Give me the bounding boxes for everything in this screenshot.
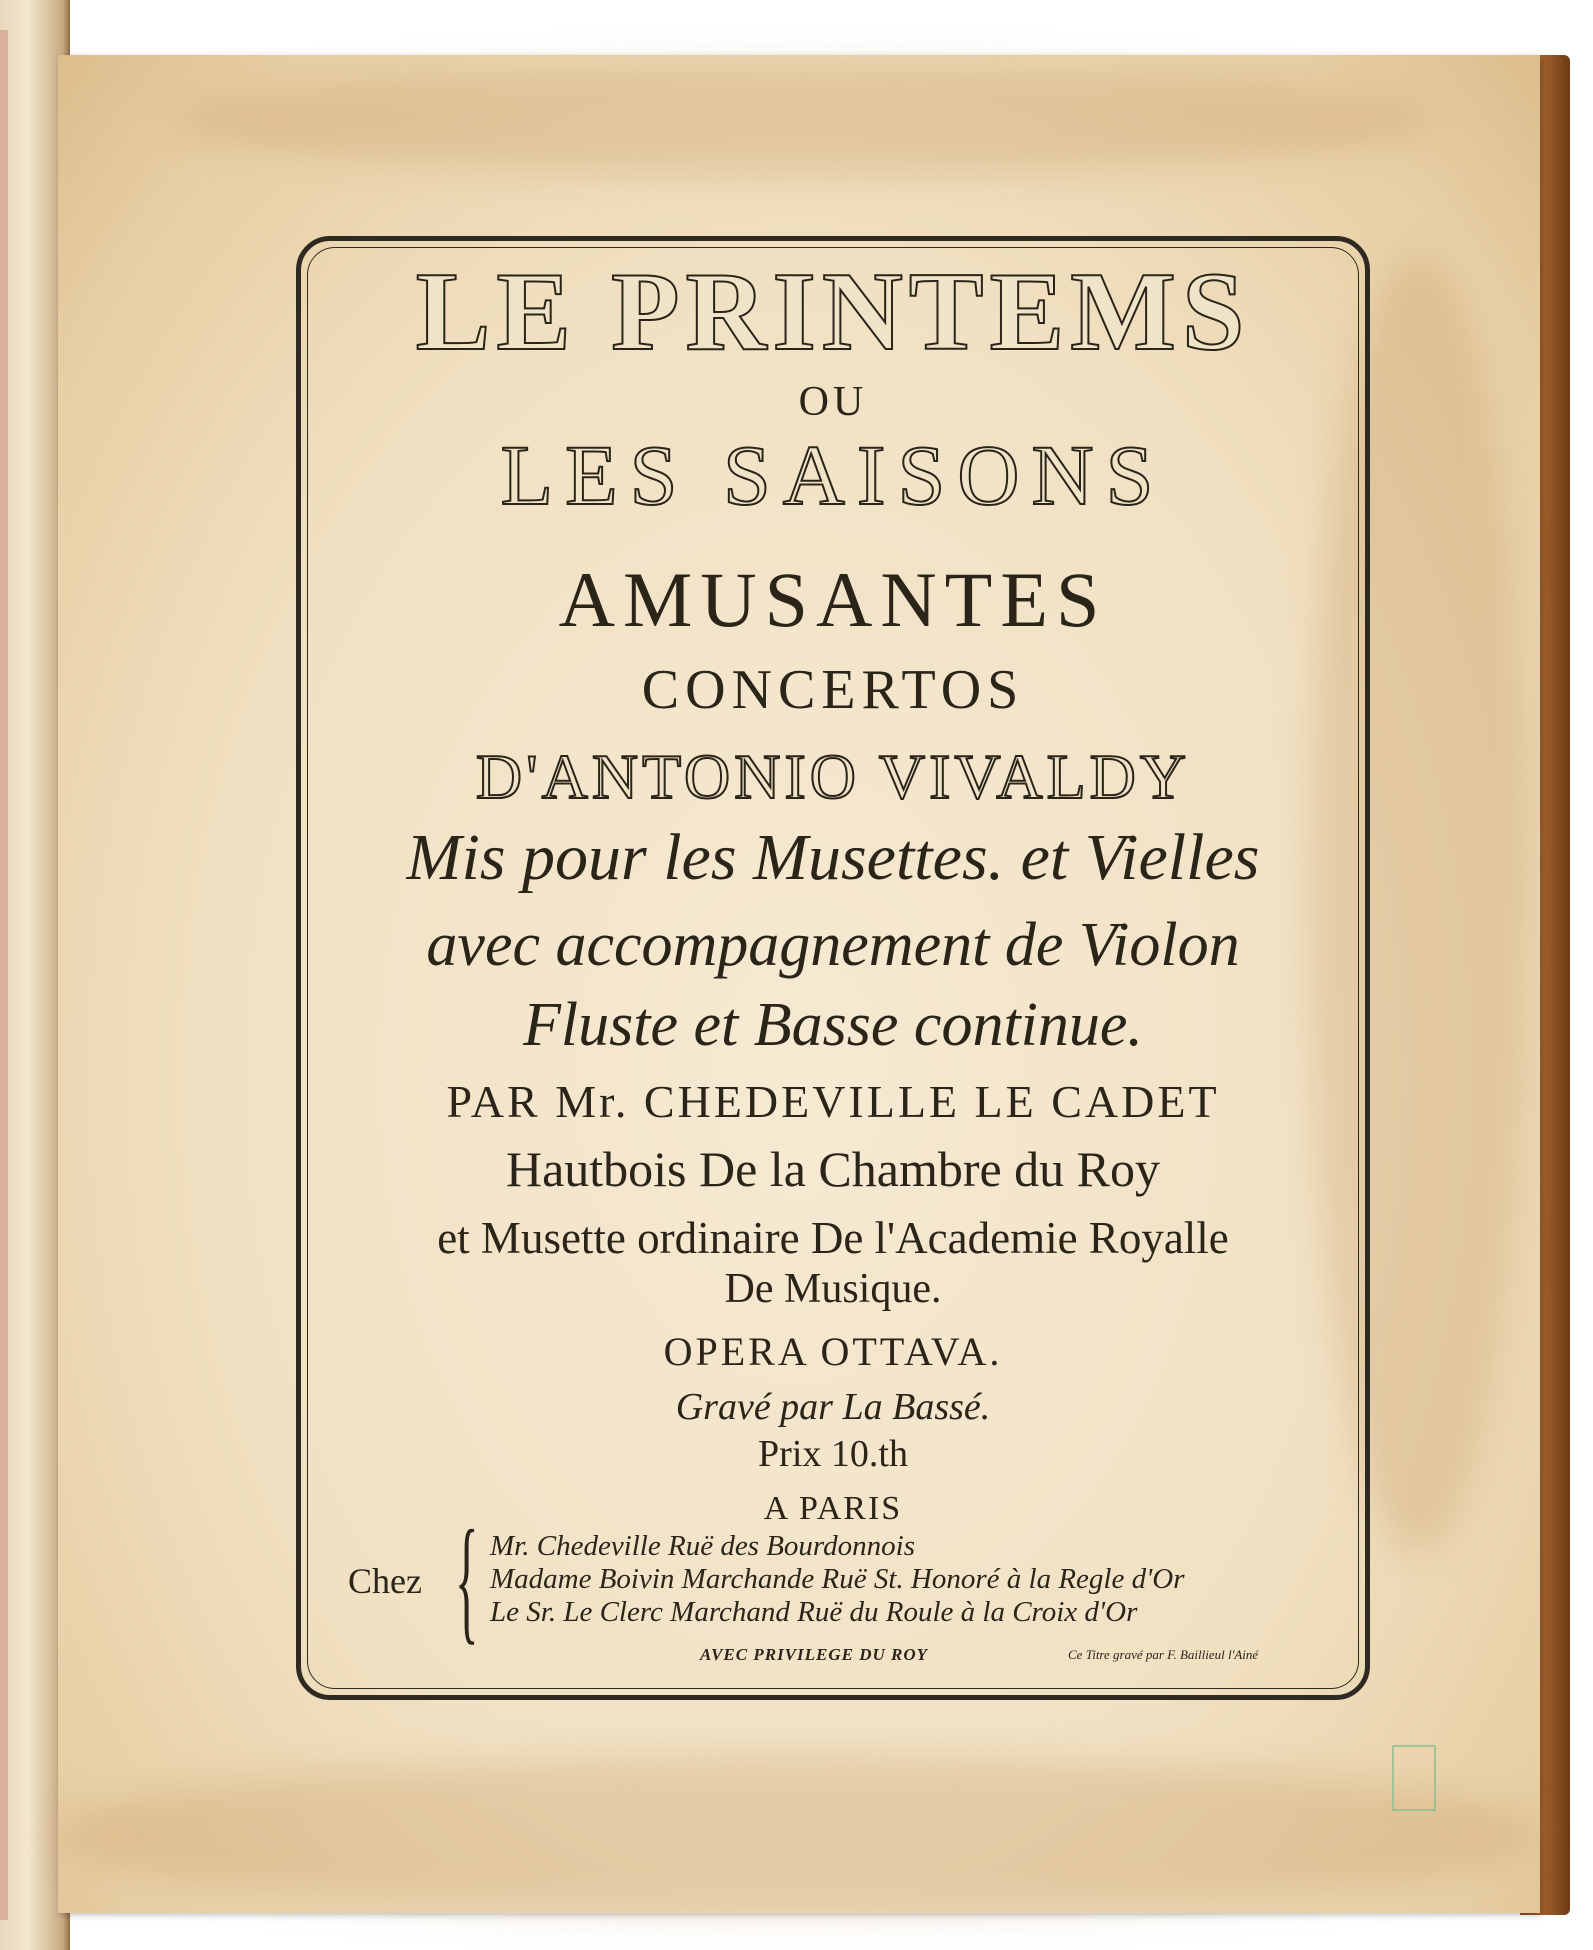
author-line-4: De Musique.	[724, 1266, 942, 1312]
title-line-3: LES SAISONS	[500, 427, 1166, 523]
water-stain	[58, 1755, 1538, 1915]
subtitle-line-3: Fluste et Basse continue.	[523, 991, 1143, 1059]
imprint-chez: Chez	[348, 1561, 422, 1601]
title-line-2: OU	[798, 379, 868, 425]
subtitle-line-1: Mis pour les Musettes. et Vielles	[406, 821, 1260, 894]
privilege-notice: AVEC PRIVILEGE DU ROY	[700, 1645, 929, 1664]
title-line-6: D'ANTONIO VIVALDY	[475, 741, 1191, 812]
author-line-1: PAR Mr. CHEDEVILLE LE CADET	[446, 1076, 1220, 1127]
address-line: Mr. Chedeville Ruë des Bourdonnois	[490, 1530, 915, 1562]
title-line-4: AMUSANTES	[558, 556, 1108, 643]
brace-icon: {	[455, 1502, 479, 1657]
title-engraver-credit: Ce Titre gravé par F. Baillieul l'Ainé	[1068, 1647, 1259, 1662]
imprint-city: A PARIS	[763, 1490, 903, 1527]
engraver-credit: Gravé par La Bassé.	[675, 1386, 991, 1428]
library-stamp	[1392, 1745, 1436, 1811]
address-line: Madame Boivin Marchande Ruë St. Honoré à la Regle d'Or	[490, 1563, 1185, 1595]
price: Prix 10.th	[758, 1433, 908, 1475]
author-line-3: et Musette ordinaire De l'Academie Royalle	[437, 1213, 1229, 1263]
title-line-5: CONCERTOS	[641, 659, 1025, 721]
water-stain	[178, 65, 1428, 175]
address-line: Le Sr. Le Clerc Marchand Ruë du Roule à la Croix d'Or	[490, 1596, 1138, 1628]
author-line-2: Hautbois De la Chambre du Roy	[505, 1141, 1161, 1197]
opus-number: OPERA OTTAVA.	[663, 1329, 1003, 1374]
title-line-1: LE PRINTEMS	[415, 250, 1251, 374]
subtitle-line-2: avec accompagnement de Violon	[426, 911, 1240, 979]
